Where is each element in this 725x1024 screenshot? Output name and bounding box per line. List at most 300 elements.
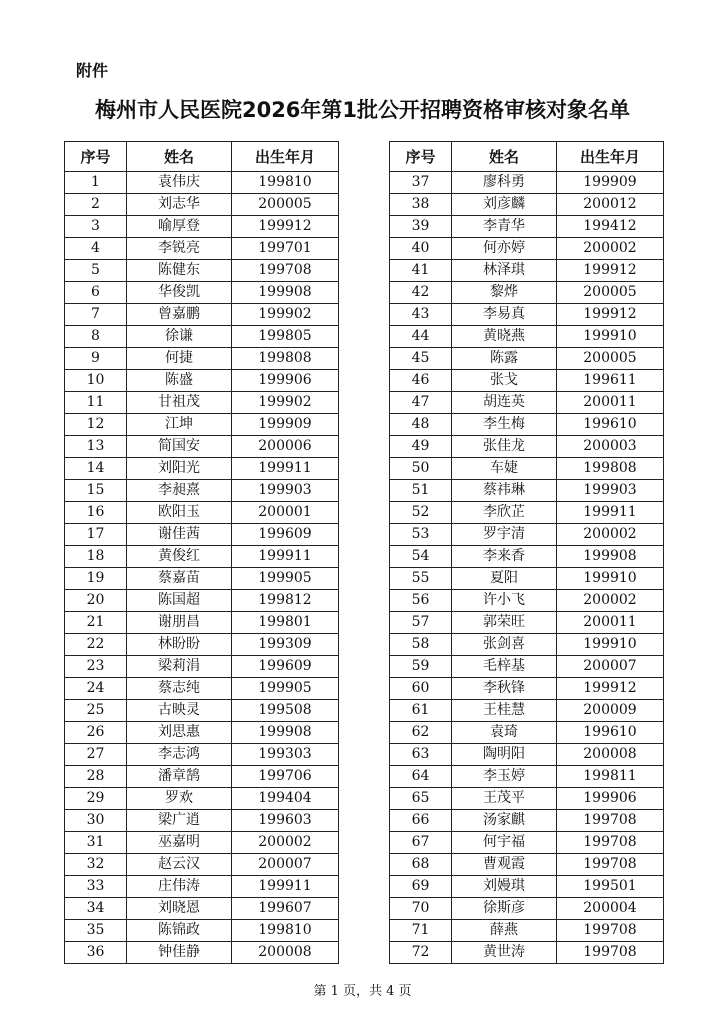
cell-name: 黎烨 — [452, 282, 557, 304]
cell-index: 16 — [65, 502, 127, 524]
cell-birth: 199708 — [557, 854, 664, 876]
cell-birth: 199912 — [557, 304, 664, 326]
col-header-index: 序号 — [65, 142, 127, 172]
cell-birth: 199609 — [232, 524, 339, 546]
cell-index: 19 — [65, 568, 127, 590]
cell-birth: 199708 — [557, 942, 664, 964]
cell-birth: 199910 — [557, 568, 664, 590]
cell-birth: 199911 — [232, 876, 339, 898]
col-header-name: 姓名 — [127, 142, 232, 172]
cell-index: 14 — [65, 458, 127, 480]
cell-name: 王茂平 — [452, 788, 557, 810]
candidate-table-left — [64, 141, 339, 964]
table-row — [65, 590, 339, 612]
cell-name: 钟佳静 — [127, 942, 232, 964]
table-row — [65, 216, 339, 238]
cell-name: 张剑喜 — [452, 634, 557, 656]
cell-name: 李志鸿 — [127, 744, 232, 766]
table-row — [65, 524, 339, 546]
cell-name: 蔡志纯 — [127, 678, 232, 700]
table-row — [390, 414, 664, 436]
cell-birth: 199911 — [557, 502, 664, 524]
cell-birth: 199902 — [232, 304, 339, 326]
table-row — [390, 392, 664, 414]
table-row — [65, 634, 339, 656]
cell-birth: 199808 — [232, 348, 339, 370]
cell-birth: 199501 — [557, 876, 664, 898]
cell-birth: 199607 — [232, 898, 339, 920]
table-row — [390, 942, 664, 964]
cell-name: 黄世涛 — [452, 942, 557, 964]
cell-index: 68 — [390, 854, 452, 876]
cell-name: 许小飞 — [452, 590, 557, 612]
table-row — [65, 854, 339, 876]
cell-name: 刘晓恩 — [127, 898, 232, 920]
cell-index: 11 — [65, 392, 127, 414]
table-row — [390, 634, 664, 656]
cell-name: 李锐亮 — [127, 238, 232, 260]
cell-birth: 199603 — [232, 810, 339, 832]
cell-index: 5 — [65, 260, 127, 282]
cell-index: 25 — [65, 700, 127, 722]
table-row — [65, 722, 339, 744]
cell-name: 徐斯彦 — [452, 898, 557, 920]
cell-name: 赵云汉 — [127, 854, 232, 876]
cell-name: 林盼盼 — [127, 634, 232, 656]
table-row — [65, 172, 339, 194]
cell-birth: 199811 — [557, 766, 664, 788]
cell-birth: 200005 — [557, 348, 664, 370]
cell-name: 何捷 — [127, 348, 232, 370]
cell-index: 64 — [390, 766, 452, 788]
cell-birth: 200011 — [557, 612, 664, 634]
cell-birth: 199412 — [557, 216, 664, 238]
cell-name: 刘思惠 — [127, 722, 232, 744]
cell-birth: 199701 — [232, 238, 339, 260]
col-header-index: 序号 — [390, 142, 452, 172]
cell-index: 54 — [390, 546, 452, 568]
cell-index: 30 — [65, 810, 127, 832]
table-row — [65, 458, 339, 480]
cell-name: 梁莉涓 — [127, 656, 232, 678]
cell-birth: 200005 — [232, 194, 339, 216]
cell-name: 袁伟庆 — [127, 172, 232, 194]
cell-name: 何亦婷 — [452, 238, 557, 260]
cell-birth: 199908 — [232, 722, 339, 744]
table-row — [65, 436, 339, 458]
cell-index: 32 — [65, 854, 127, 876]
table-row — [390, 458, 664, 480]
table-row — [390, 238, 664, 260]
cell-birth: 199801 — [232, 612, 339, 634]
cell-index: 29 — [65, 788, 127, 810]
cell-birth: 199609 — [232, 656, 339, 678]
cell-index: 69 — [390, 876, 452, 898]
table-row — [390, 436, 664, 458]
cell-name: 罗宇清 — [452, 524, 557, 546]
candidate-table-right — [389, 141, 664, 964]
table-row — [390, 700, 664, 722]
cell-index: 41 — [390, 260, 452, 282]
cell-name: 曹观霞 — [452, 854, 557, 876]
cell-name: 陈盛 — [127, 370, 232, 392]
table-row — [390, 744, 664, 766]
cell-index: 65 — [390, 788, 452, 810]
cell-name: 毛梓基 — [452, 656, 557, 678]
cell-index: 10 — [65, 370, 127, 392]
cell-name: 汤家麒 — [452, 810, 557, 832]
cell-index: 38 — [390, 194, 452, 216]
cell-birth: 199708 — [557, 810, 664, 832]
table-row — [390, 194, 664, 216]
cell-name: 陶明阳 — [452, 744, 557, 766]
cell-birth: 199910 — [557, 326, 664, 348]
table-row — [390, 282, 664, 304]
cell-name: 华俊凯 — [127, 282, 232, 304]
table-row — [390, 810, 664, 832]
cell-birth: 199706 — [232, 766, 339, 788]
table-row — [390, 546, 664, 568]
table-row — [390, 678, 664, 700]
col-header-birth: 出生年月 — [232, 142, 339, 172]
cell-birth: 199303 — [232, 744, 339, 766]
cell-birth: 200007 — [557, 656, 664, 678]
table-row — [65, 876, 339, 898]
cell-index: 37 — [390, 172, 452, 194]
cell-name: 罗欢 — [127, 788, 232, 810]
cell-birth: 199812 — [232, 590, 339, 612]
table-row — [65, 238, 339, 260]
cell-name: 梁广逍 — [127, 810, 232, 832]
cell-birth: 200008 — [557, 744, 664, 766]
cell-birth: 199810 — [232, 172, 339, 194]
cell-index: 72 — [390, 942, 452, 964]
cell-index: 49 — [390, 436, 452, 458]
table-row — [65, 788, 339, 810]
cell-birth: 200003 — [557, 436, 664, 458]
cell-birth: 200011 — [557, 392, 664, 414]
cell-name: 李来香 — [452, 546, 557, 568]
table-row — [390, 920, 664, 942]
cell-name: 简国安 — [127, 436, 232, 458]
table-row — [65, 546, 339, 568]
cell-birth: 200012 — [557, 194, 664, 216]
table-row — [390, 898, 664, 920]
table-row — [65, 832, 339, 854]
cell-name: 薛燕 — [452, 920, 557, 942]
cell-index: 52 — [390, 502, 452, 524]
cell-index: 23 — [65, 656, 127, 678]
cell-index: 34 — [65, 898, 127, 920]
cell-index: 50 — [390, 458, 452, 480]
cell-name: 徐谦 — [127, 326, 232, 348]
table-row — [65, 348, 339, 370]
table-row — [390, 590, 664, 612]
cell-name: 袁琦 — [452, 722, 557, 744]
table-row — [390, 304, 664, 326]
cell-index: 60 — [390, 678, 452, 700]
cell-index: 40 — [390, 238, 452, 260]
table-row — [65, 260, 339, 282]
cell-birth: 200001 — [232, 502, 339, 524]
cell-name: 李易真 — [452, 304, 557, 326]
cell-birth: 199610 — [557, 414, 664, 436]
table-row — [390, 172, 664, 194]
table-row — [390, 502, 664, 524]
cell-name: 何宇福 — [452, 832, 557, 854]
cell-birth: 200008 — [232, 942, 339, 964]
cell-index: 9 — [65, 348, 127, 370]
table-row — [65, 678, 339, 700]
cell-index: 27 — [65, 744, 127, 766]
cell-index: 39 — [390, 216, 452, 238]
table-row — [390, 326, 664, 348]
cell-birth: 200007 — [232, 854, 339, 876]
cell-birth: 199912 — [557, 260, 664, 282]
cell-index: 15 — [65, 480, 127, 502]
cell-index: 63 — [390, 744, 452, 766]
cell-name: 张佳龙 — [452, 436, 557, 458]
cell-birth: 199610 — [557, 722, 664, 744]
cell-name: 王桂慧 — [452, 700, 557, 722]
cell-name: 陈锦政 — [127, 920, 232, 942]
cell-index: 62 — [390, 722, 452, 744]
cell-birth: 199911 — [232, 546, 339, 568]
cell-index: 31 — [65, 832, 127, 854]
cell-index: 28 — [65, 766, 127, 788]
cell-birth: 199805 — [232, 326, 339, 348]
cell-index: 42 — [390, 282, 452, 304]
cell-name: 车婕 — [452, 458, 557, 480]
cell-name: 林泽琪 — [452, 260, 557, 282]
cell-name: 巫嘉明 — [127, 832, 232, 854]
cell-birth: 200006 — [232, 436, 339, 458]
cell-index: 59 — [390, 656, 452, 678]
cell-birth: 199910 — [557, 634, 664, 656]
cell-birth: 200002 — [557, 238, 664, 260]
cell-index: 61 — [390, 700, 452, 722]
cell-name: 甘祖茂 — [127, 392, 232, 414]
cell-index: 21 — [65, 612, 127, 634]
table-row — [65, 810, 339, 832]
table-row — [390, 854, 664, 876]
cell-index: 46 — [390, 370, 452, 392]
cell-birth: 199611 — [557, 370, 664, 392]
cell-name: 蔡嘉苗 — [127, 568, 232, 590]
cell-index: 48 — [390, 414, 452, 436]
cell-name: 陈露 — [452, 348, 557, 370]
cell-index: 4 — [65, 238, 127, 260]
table-row — [65, 766, 339, 788]
cell-name: 张戈 — [452, 370, 557, 392]
page-title: 梅州市人民医院2026年第1批公开招聘资格审核对象名单 — [94, 98, 631, 122]
cell-birth: 199708 — [557, 832, 664, 854]
table-row — [65, 392, 339, 414]
table-row — [390, 876, 664, 898]
cell-name: 廖科勇 — [452, 172, 557, 194]
table-row — [390, 656, 664, 678]
cell-name: 潘章鹄 — [127, 766, 232, 788]
cell-index: 24 — [65, 678, 127, 700]
cell-birth: 200002 — [557, 524, 664, 546]
cell-birth: 199902 — [232, 392, 339, 414]
cell-index: 8 — [65, 326, 127, 348]
cell-birth: 199905 — [232, 678, 339, 700]
cell-index: 7 — [65, 304, 127, 326]
table-header-row — [390, 142, 664, 172]
table-row — [390, 568, 664, 590]
table-row — [65, 898, 339, 920]
cell-index: 53 — [390, 524, 452, 546]
cell-index: 55 — [390, 568, 452, 590]
cell-name: 李昶熹 — [127, 480, 232, 502]
col-header-birth: 出生年月 — [557, 142, 664, 172]
cell-index: 26 — [65, 722, 127, 744]
cell-birth: 199906 — [232, 370, 339, 392]
cell-name: 郭荣旺 — [452, 612, 557, 634]
cell-index: 43 — [390, 304, 452, 326]
page-number: 第 1 页，共 4 页 — [313, 984, 412, 999]
cell-name: 刘志华 — [127, 194, 232, 216]
cell-index: 33 — [65, 876, 127, 898]
cell-name: 江坤 — [127, 414, 232, 436]
cell-name: 李生梅 — [452, 414, 557, 436]
cell-birth: 199912 — [557, 678, 664, 700]
cell-birth: 199810 — [232, 920, 339, 942]
table-row — [65, 480, 339, 502]
cell-birth: 200009 — [557, 700, 664, 722]
table-row — [65, 194, 339, 216]
cell-name: 李欣芷 — [452, 502, 557, 524]
cell-birth: 199908 — [232, 282, 339, 304]
table-row — [65, 304, 339, 326]
table-row — [390, 524, 664, 546]
cell-birth: 199909 — [232, 414, 339, 436]
cell-name: 谢朋昌 — [127, 612, 232, 634]
cell-name: 谢佳茜 — [127, 524, 232, 546]
cell-name: 蔡祎琳 — [452, 480, 557, 502]
table-row — [65, 744, 339, 766]
table-row — [390, 788, 664, 810]
table-row — [65, 370, 339, 392]
cell-index: 66 — [390, 810, 452, 832]
cell-birth: 199912 — [232, 216, 339, 238]
cell-birth: 199909 — [557, 172, 664, 194]
cell-index: 13 — [65, 436, 127, 458]
cell-index: 35 — [65, 920, 127, 942]
cell-index: 6 — [65, 282, 127, 304]
cell-birth: 199905 — [232, 568, 339, 590]
table-row — [65, 502, 339, 524]
cell-index: 12 — [65, 414, 127, 436]
cell-birth: 199708 — [232, 260, 339, 282]
cell-name: 陈国超 — [127, 590, 232, 612]
cell-index: 56 — [390, 590, 452, 612]
cell-name: 李玉婷 — [452, 766, 557, 788]
cell-name: 黄晓燕 — [452, 326, 557, 348]
cell-index: 3 — [65, 216, 127, 238]
table-row — [65, 282, 339, 304]
cell-birth: 199906 — [557, 788, 664, 810]
cell-birth: 199903 — [232, 480, 339, 502]
cell-birth: 199903 — [557, 480, 664, 502]
cell-name: 夏阳 — [452, 568, 557, 590]
cell-index: 18 — [65, 546, 127, 568]
cell-birth: 200004 — [557, 898, 664, 920]
table-row — [65, 920, 339, 942]
cell-index: 70 — [390, 898, 452, 920]
cell-birth: 200002 — [557, 590, 664, 612]
cell-name: 刘彦麟 — [452, 194, 557, 216]
cell-index: 22 — [65, 634, 127, 656]
cell-birth: 199404 — [232, 788, 339, 810]
cell-birth: 200005 — [557, 282, 664, 304]
table-row — [65, 700, 339, 722]
cell-birth: 199808 — [557, 458, 664, 480]
table-header-row — [65, 142, 339, 172]
table-row — [65, 568, 339, 590]
cell-name: 黄俊红 — [127, 546, 232, 568]
table-row — [65, 612, 339, 634]
cell-index: 44 — [390, 326, 452, 348]
col-header-name: 姓名 — [452, 142, 557, 172]
cell-index: 67 — [390, 832, 452, 854]
cell-birth: 199708 — [557, 920, 664, 942]
table-row — [65, 656, 339, 678]
table-row — [390, 370, 664, 392]
table-row — [390, 832, 664, 854]
table-row — [390, 766, 664, 788]
cell-index: 47 — [390, 392, 452, 414]
cell-index: 45 — [390, 348, 452, 370]
cell-birth: 200002 — [232, 832, 339, 854]
cell-birth: 199908 — [557, 546, 664, 568]
table-row — [390, 348, 664, 370]
cell-index: 36 — [65, 942, 127, 964]
cell-index: 51 — [390, 480, 452, 502]
cell-name: 古映灵 — [127, 700, 232, 722]
table-row — [390, 480, 664, 502]
cell-index: 2 — [65, 194, 127, 216]
cell-index: 20 — [65, 590, 127, 612]
cell-name: 刘阳光 — [127, 458, 232, 480]
cell-name: 李青华 — [452, 216, 557, 238]
cell-birth: 199309 — [232, 634, 339, 656]
table-row — [390, 612, 664, 634]
table-row — [390, 260, 664, 282]
cell-name: 庄伟涛 — [127, 876, 232, 898]
cell-index: 58 — [390, 634, 452, 656]
cell-birth: 199911 — [232, 458, 339, 480]
attachment-label: 附件 — [76, 61, 109, 80]
table-row — [390, 216, 664, 238]
cell-index: 71 — [390, 920, 452, 942]
cell-name: 胡连英 — [452, 392, 557, 414]
cell-name: 欧阳玉 — [127, 502, 232, 524]
cell-name: 曾嘉鹏 — [127, 304, 232, 326]
table-row — [65, 326, 339, 348]
cell-name: 李秋锋 — [452, 678, 557, 700]
cell-name: 刘嫚琪 — [452, 876, 557, 898]
table-row — [390, 722, 664, 744]
cell-index: 57 — [390, 612, 452, 634]
cell-index: 1 — [65, 172, 127, 194]
table-row — [65, 942, 339, 964]
cell-name: 陈健东 — [127, 260, 232, 282]
cell-index: 17 — [65, 524, 127, 546]
cell-name: 喻厚登 — [127, 216, 232, 238]
table-row — [65, 414, 339, 436]
